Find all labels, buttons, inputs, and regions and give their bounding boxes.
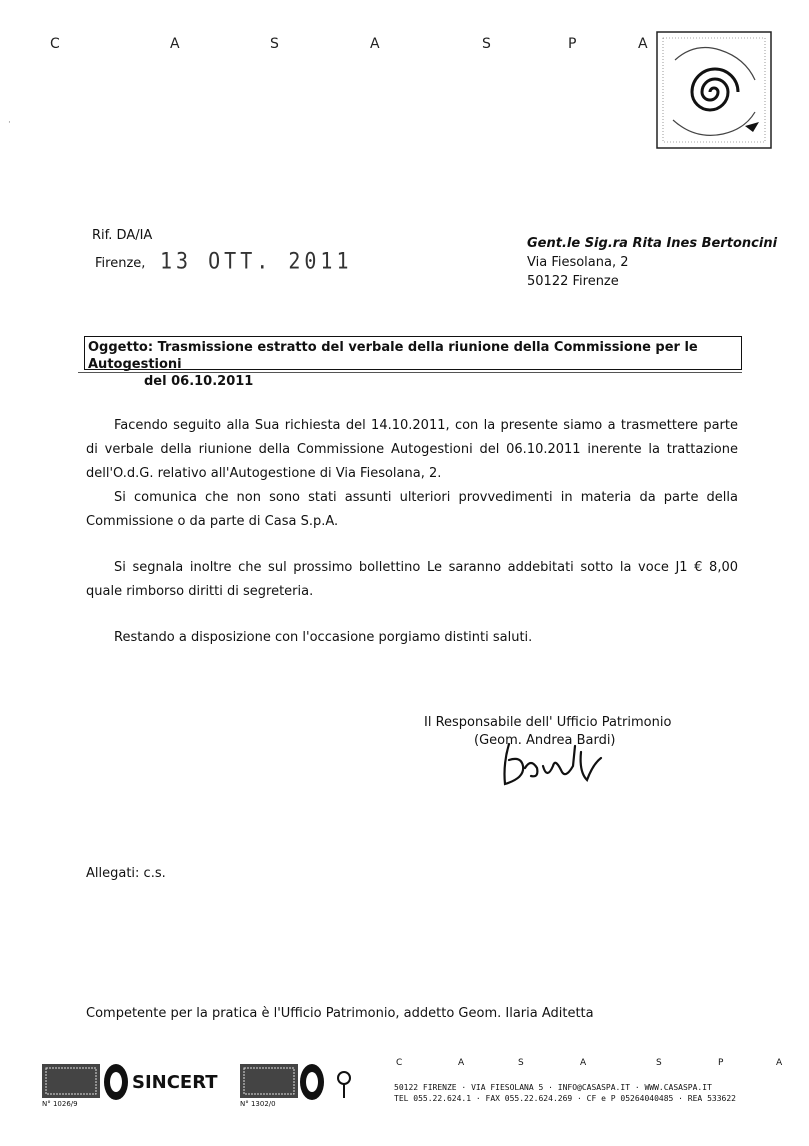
recipient-name: Gent.le Sig.ra Rita Ines Bertoncini (527, 236, 778, 251)
reference-code: Rif. DA/IA (92, 228, 153, 243)
certification-logos (40, 1058, 360, 1112)
subject-line-1: Oggetto: Trasmissione estratto del verbale della riunione della Commissione per le Autogestioni (88, 340, 698, 372)
recipient-address (527, 234, 777, 291)
recipient-city: 50122 Firenze (527, 274, 619, 289)
footer-address (394, 1082, 786, 1104)
footer-address-line-2: TEL 055.22.624.1 · FAX 055.22.624.269 · CF e P 05264040485 · REA 533622 (394, 1094, 736, 1103)
body-paragraph-1: Facendo seguito alla Sua richiesta del 14.10.2011, con la presente siamo a trasmettere parte di verbale della riunione della Commissione Autogestioni del 06.10.2011 inerente la trattazione dell'O.d.G. relativo all'Autogestione di Via Fiesolana, 2. (86, 418, 738, 481)
signatory-title: Il Responsabile dell' Ufficio Patrimonio (424, 715, 672, 730)
footer-letter: A (458, 1058, 465, 1068)
recipient-street: Via Fiesolana, 2 (527, 255, 629, 270)
footer-letter: C (396, 1058, 403, 1068)
body-paragraph-3: Si segnala inoltre che sul prossimo bollettino Le saranno addebitati sotto la voce J1 € 8,00 quale rimborso diritti di segreteria. (86, 560, 738, 599)
attachments-label: Allegati: c.s. (86, 866, 166, 881)
certification-badge-1 (42, 1064, 218, 1100)
footer-letter: S (656, 1058, 662, 1068)
place-label: Firenze, (95, 256, 146, 271)
letter-body (86, 414, 738, 650)
competence-note: Competente per la pratica è l'Ufficio Patrimonio, addetto Geom. Ilaria Aditetta (86, 1006, 594, 1021)
footer-contacts (394, 1058, 786, 1104)
letterhead-letter: S (270, 36, 279, 52)
sincert-text: SINCERT (132, 1072, 218, 1093)
letterhead-letter: S (482, 36, 491, 52)
signatory-name: (Geom. Andrea Bardi) (474, 733, 616, 748)
letterhead-letter: C (50, 36, 60, 52)
letterhead-letter: P (568, 36, 577, 52)
certification-badge-2 (240, 1064, 350, 1100)
body-paragraph-4: Restando a disposizione con l'occasione porgiamo distinti saluti. (114, 630, 533, 645)
letterhead-company-name (50, 36, 650, 58)
margin-mark: · (8, 118, 11, 128)
footer-letter: S (518, 1058, 524, 1068)
footer-letter: A (580, 1058, 587, 1068)
handwritten-signature (495, 738, 625, 788)
letterhead-letter: A (370, 36, 380, 52)
cert-number-2: N° 1302/0 (240, 1100, 276, 1108)
footer-address-line-1: 50122 FIRENZE · VIA FIESOLANA 5 · INFO@CASASPA.IT · WWW.CASASPA.IT (394, 1083, 712, 1092)
letterhead-letter: A (170, 36, 180, 52)
company-logo (655, 30, 773, 150)
subject-line-2: del 06.10.2011 (144, 374, 254, 389)
footer-company-name (394, 1058, 786, 1074)
date-stamp: 13 OTT. 2011 (160, 247, 353, 275)
footer-letter: P (718, 1058, 724, 1068)
cert-number-1: N° 1026/9 (42, 1100, 78, 1108)
body-paragraph-2: Si comunica che non sono stati assunti ulteriori provvedimenti in materia da parte della Commissione o da parte di Casa S.p.A. (86, 490, 738, 529)
letterhead-letter: A (638, 36, 648, 52)
subject (88, 339, 738, 390)
footer-letter: A (776, 1058, 783, 1068)
